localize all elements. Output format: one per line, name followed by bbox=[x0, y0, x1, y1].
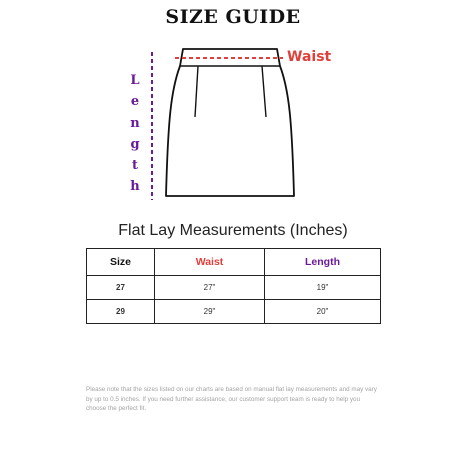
cell-size: 29 bbox=[87, 300, 155, 324]
cell-waist: 27" bbox=[155, 276, 265, 300]
table-header-row bbox=[87, 249, 381, 276]
cell-waist: 29" bbox=[155, 300, 265, 324]
length-letter: e bbox=[130, 94, 140, 110]
cell-length: 20" bbox=[265, 300, 381, 324]
cell-length: 19" bbox=[265, 276, 381, 300]
length-letter: g bbox=[130, 136, 140, 152]
page-title: SIZE GUIDE bbox=[165, 6, 301, 28]
length-label bbox=[128, 70, 142, 198]
waist-label: Waist bbox=[287, 49, 332, 65]
skirt-diagram bbox=[0, 0, 466, 215]
length-letter: t bbox=[131, 158, 138, 174]
table-row bbox=[87, 300, 381, 324]
header-size: Size bbox=[87, 249, 155, 276]
length-letter: h bbox=[130, 179, 140, 195]
skirt-outline bbox=[166, 49, 294, 196]
disclaimer-note: Please note that the sizes listed on our charts are based on manual flat lay measurements and may vary by up to 0.5 inches. If you need further assistance, our customer support team is ready to help you choose the perfect fit. bbox=[86, 386, 377, 413]
length-letter: n bbox=[130, 115, 140, 131]
table-row bbox=[87, 276, 381, 300]
header-length: Length bbox=[265, 249, 381, 276]
cell-size: 27 bbox=[87, 276, 155, 300]
header-waist: Waist bbox=[155, 249, 265, 276]
measurement-table bbox=[86, 248, 381, 324]
table-caption: Flat Lay Measurements (Inches) bbox=[118, 222, 348, 239]
length-letter: L bbox=[130, 73, 140, 88]
